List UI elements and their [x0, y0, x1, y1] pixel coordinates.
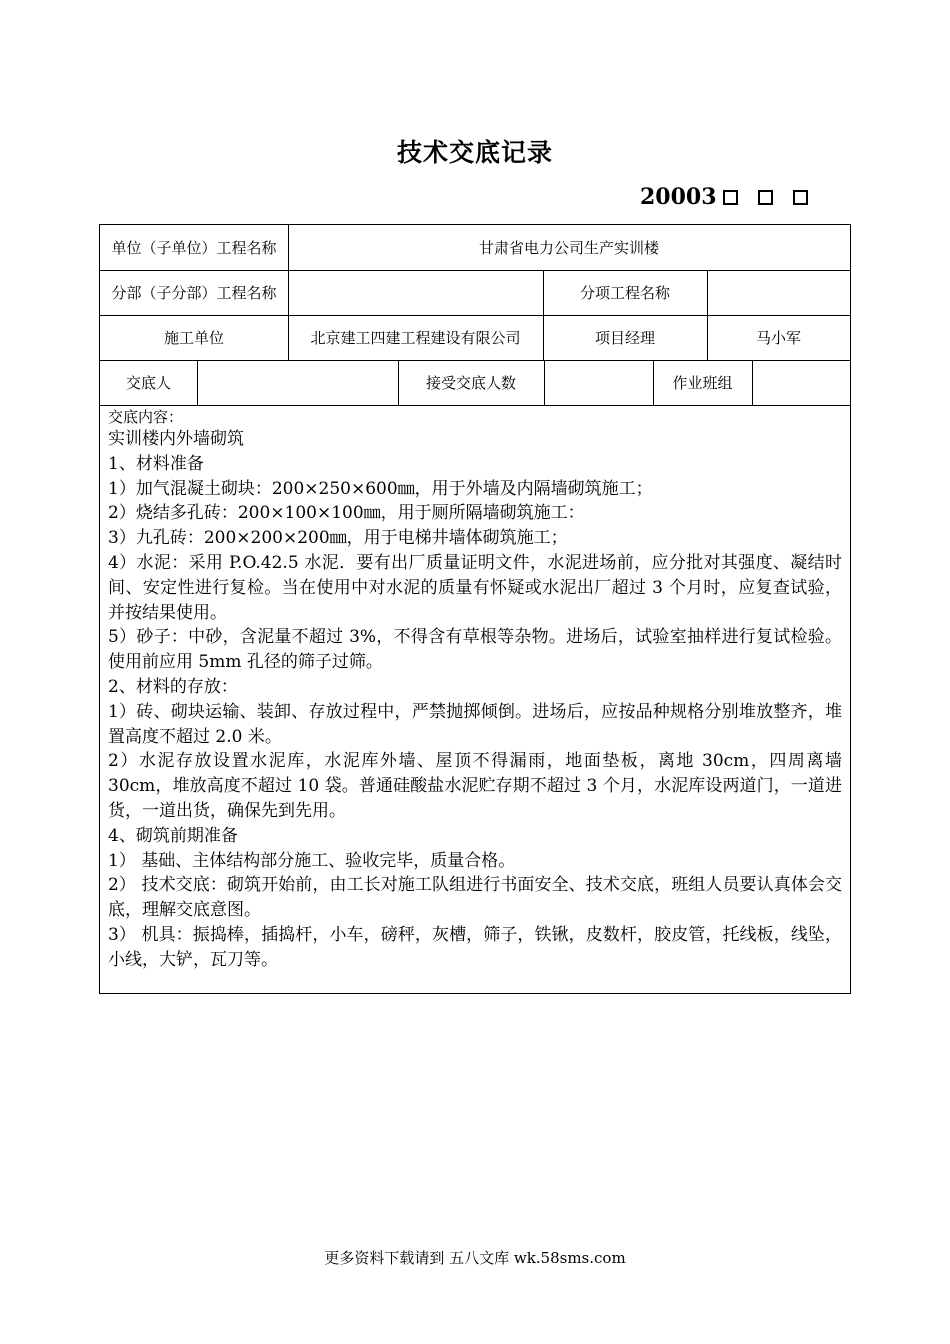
- manager-value: 马小军: [755, 328, 801, 347]
- item-project-label: 分项工程名称: [579, 283, 670, 302]
- content-paragraph: 2、材料的存放：: [108, 676, 238, 697]
- content-paragraph: 4、砌筑前期准备: [108, 825, 238, 846]
- sub-project-label: 分部（子分部）工程名称: [111, 283, 277, 302]
- briefer-label: 交底人: [125, 373, 171, 392]
- checkbox-1[interactable]: [723, 190, 738, 205]
- document-number-text: 20003: [640, 184, 717, 210]
- contractor-label: 施工单位: [163, 328, 224, 347]
- receivers-label: 接受交底人数: [425, 373, 516, 392]
- content-paragraph: 2）水泥存放设置水泥库，水泥库外墙、屋顶不得漏雨，地面垫板，离地 30cm，四周离墙 30cm，堆放高度不超过 10 袋。普通硅酸盐水泥贮存期不超过 3 个月，水泥库设两道门，一道进货，一道出货，确保先到先用。: [108, 751, 842, 821]
- item-project-value: [707, 270, 850, 315]
- content-paragraph: 3）九孔砖：200×200×200㎜，用于电梯井墙体砌筑施工；: [108, 528, 568, 549]
- content-paragraph: 1）砖、砌块运输、装卸、存放过程中，严禁抛掷倾倒。进场后，应按品种规格分别堆放整齐，堆置高度不超过 2.0 米。: [108, 701, 842, 747]
- content-paragraph: 实训楼内外墙砌筑: [108, 429, 244, 449]
- sub-project-value: [288, 270, 543, 315]
- receivers-value: [544, 360, 653, 405]
- briefing-table: [99, 224, 851, 994]
- content-label: 交底内容：: [108, 408, 184, 426]
- document-number: [640, 184, 822, 210]
- content-paragraph: 2）烧结多孔砖：200×100×100㎜，用于厕所隔墙砌筑施工：: [108, 503, 585, 524]
- contractor-value: 北京建工四建工程建设有限公司: [310, 328, 521, 347]
- briefing-content: [108, 407, 842, 973]
- unit-project-label: 单位（子单位）工程名称: [111, 238, 277, 257]
- content-paragraph: 1） 基础、主体结构部分施工、验收完毕，质量合格。: [108, 850, 516, 871]
- document-title: 技术交底记录: [396, 138, 553, 167]
- footer-link[interactable]: 更多资料下载请到 五八文库 wk.58sms.com: [324, 1249, 626, 1267]
- row-briefer: [100, 360, 850, 406]
- checkbox-2[interactable]: [758, 190, 773, 205]
- content-paragraph: 5）砂子：中砂，含泥量不超过 3%，不得含有草根等杂物。进场后，试验室抽样进行复试检验。使用前应用 5mm 孔径的筛子过筛。: [108, 627, 842, 673]
- content-paragraph: 2） 技术交底：砌筑开始前，由工长对施工队组进行书面安全、技术交底，班组人员要认真体会交底，理解交底意图。: [108, 875, 842, 921]
- content-paragraph: 1）加气混凝土砌块：200×250×600㎜，用于外墙及内隔墙砌筑施工；: [108, 478, 653, 499]
- content-paragraph: 3） 机具：振捣棒，插捣杆，小车，磅秤，灰槽，筛子，铁锹，皮数杆，胶皮管，托线板，线坠，小线，大铲，瓦刀等。: [108, 924, 842, 970]
- content-paragraph: 4）水泥：采用 P.O.42.5 水泥．要有出厂质量证明文件，水泥进场前，应分批对其强度、凝结时间、安定性进行复检。当在使用中对水泥的质量有怀疑或水泥出厂超过 3 个月时，应复查试验，并按结果使用。: [108, 552, 842, 623]
- content-paragraph: 1、材料准备: [108, 453, 204, 474]
- row-unit-project: [100, 225, 850, 271]
- manager-label: 项目经理: [594, 328, 655, 347]
- row-contractor: [100, 315, 850, 361]
- team-label: 作业班组: [672, 373, 733, 392]
- row-sub-project: [100, 270, 850, 316]
- checkbox-3[interactable]: [793, 190, 808, 205]
- unit-project-value: 甘肃省电力公司生产实训楼: [478, 238, 659, 257]
- briefer-value: [197, 360, 398, 405]
- team-value: [752, 360, 850, 405]
